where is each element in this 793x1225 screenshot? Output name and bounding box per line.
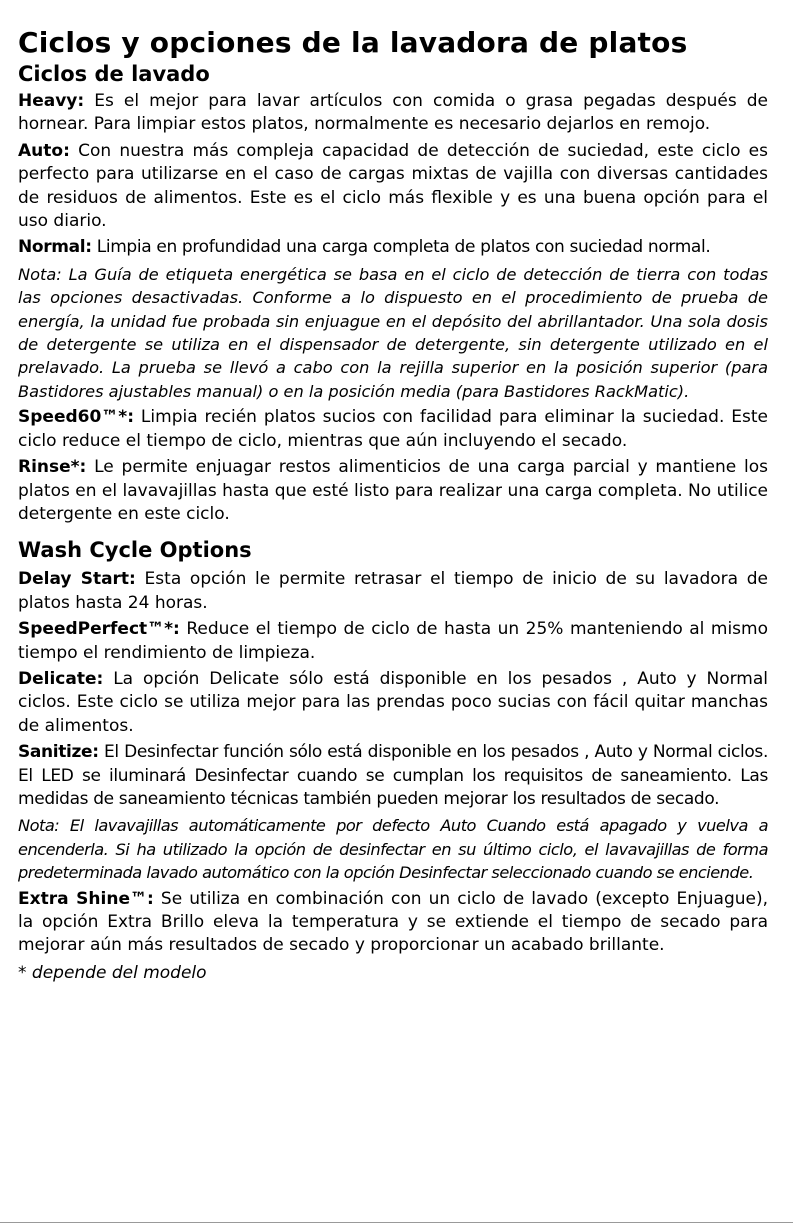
text-extra-shine: Se utiliza en combinación con un ciclo de lavado (excepto Enjuague), la opción Extra Brillo eleva la temperatura y se extiende el tiempo de secado para mejorar aún más resultados de secado y proporcionar un acabado brillante. [18, 888, 769, 956]
text-rinse: Le permite enjuagar restos alimenticios de una carga parcial y mantiene los platos en el lavavajillas hasta que esté listo para realizar una carga completa. No utilice detergente en este ciclo. [18, 457, 768, 524]
paragraph-normal [18, 236, 768, 259]
paragraph-rinse [18, 456, 768, 526]
text-speedperfect: Reduce el tiempo de ciclo de hasta un 25% manteniendo al mismo tiempo el rendimiento de limpieza. [18, 619, 768, 663]
term-delicate: Delicate: [18, 668, 104, 689]
text-delay-start: Esta opción le permite retrasar el tiempo de inicio de su lavadora de platos hasta 24 horas. [18, 569, 768, 613]
paragraph-heavy [18, 90, 768, 137]
text-heavy: Es el mejor para lavar artículos con comida o grasa pegadas después de hornear. Para limpiar estos platos, normalmente es necesario dejarlos en remojo. [18, 91, 768, 135]
energy-note: Nota: La Guía de etiqueta energética se basa en el ciclo de detección de tierra con todas las opciones desactivadas. Conforme a lo dispuesto en el procedimiento de prueba de energía, la unidad fue probada sin enjuague en el depósito del abrillantador. Una sola dosis de detergente se utiliza en el dispensador de detergente, sin detergente utilizado en el prelavado. La prueba se llevó a cabo con la rejilla superior en la posición superior (para Bastidores ajustables manual) o en la posición media (para Bastidores RackMatic). [18, 264, 768, 401]
document-page [18, 26, 768, 985]
text-speed60: Limpia recién platos sucios con facilidad para eliminar la suciedad. Este ciclo reduce el tiempo de ciclo, mientras que aún incluyendo el secado. [18, 407, 768, 451]
auto-default-note: Nota: El lavavajillas automáticamente por defecto Auto Cuando está apagado y vuelva a encenderla. Si ha utilizado la opción de desinfectar en su último ciclo, el lavavajillas de forma predeterminada lavado automático con la opción Desinfectar seleccionado cuando se enciende. [18, 816, 768, 883]
paragraph-speedperfect [18, 618, 768, 665]
footnote: * depende del modelo [18, 962, 207, 983]
text-delicate: La opción Delicate sólo está disponible en los pesados , Auto y Normal ciclos. Este ciclo se utiliza mejor para las prendas poco sucias con fácil quitar manchas de alimentos. [18, 668, 768, 736]
page-title: Ciclos y opciones de la lavadora de platos [18, 26, 688, 59]
text-normal: Limpia en profundidad una carga completa de platos con suciedad normal. [91, 237, 711, 258]
term-normal: Normal: [18, 237, 92, 258]
paragraph-speed60 [18, 406, 768, 453]
page-edge-divider [0, 1222, 793, 1223]
section-heading-ciclos: Ciclos de lavado [18, 62, 210, 86]
paragraph-delicate [18, 668, 768, 738]
term-speedperfect: SpeedPerfect™*: [18, 619, 180, 640]
text-auto: Con nuestra más compleja capacidad de detección de suciedad, este ciclo es perfecto para utilizarse en el caso de cargas mixtas de vajilla con diversas cantidades de residuos de alimentos. Este es el ciclo más flexible y es una buena opción para el uso diario. [18, 140, 768, 232]
term-delay-start: Delay Start: [18, 569, 136, 590]
paragraph-auto [18, 140, 768, 234]
term-auto: Auto: [18, 140, 70, 161]
paragraph-sanitize [18, 741, 768, 811]
term-sanitize: Sanitize: [18, 742, 99, 763]
paragraph-extra-shine [18, 888, 768, 958]
term-rinse: Rinse*: [18, 457, 87, 478]
term-heavy: Heavy: [18, 91, 85, 111]
term-speed60: Speed60™*: [18, 407, 134, 428]
term-extra-shine: Extra Shine™: [18, 888, 154, 909]
text-sanitize: El Desinfectar función sólo está disponible en los pesados , Auto y Normal ciclos. El LED se iluminará Desinfectar cuando se cumplan los requisitos de saneamiento. Las medidas de saneamiento técnicas también pueden mejorar los resultados de secado. [18, 742, 768, 809]
paragraph-delay-start [18, 568, 768, 615]
section-heading-options: Wash Cycle Options [18, 538, 252, 563]
